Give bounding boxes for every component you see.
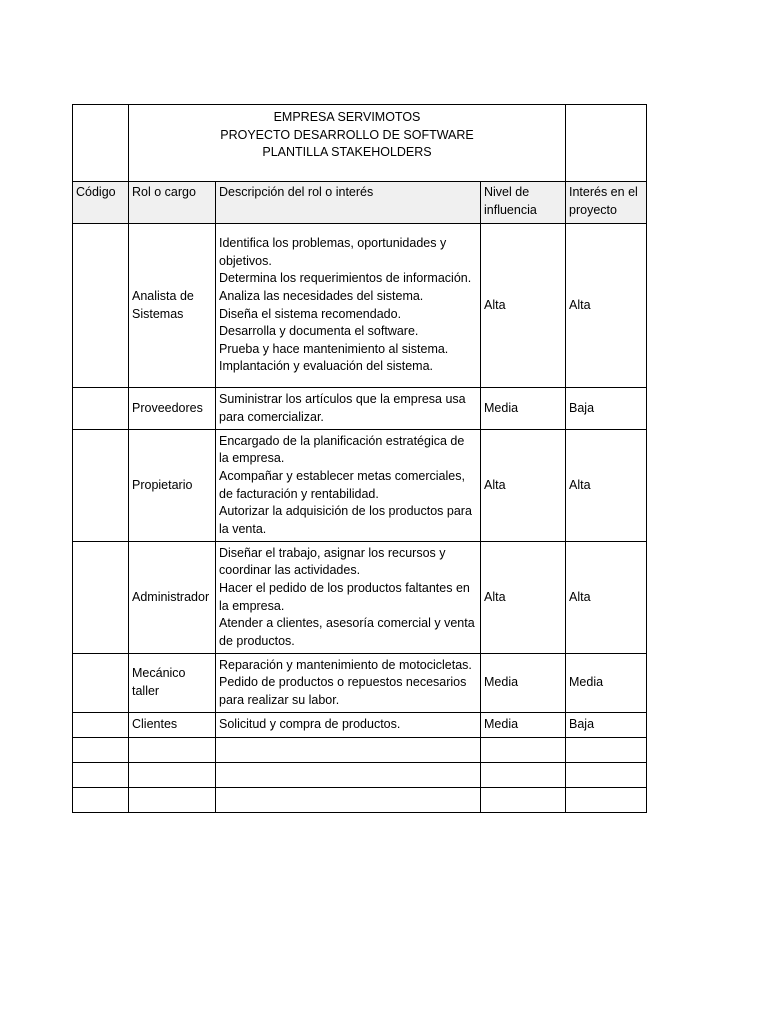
cell-descripcion <box>216 388 481 430</box>
description-line: Hacer el pedido de los productos faltantes en la empresa. <box>219 580 470 613</box>
description-line: Reparación y mantenimiento de motocicletas. <box>219 657 472 672</box>
cell-descripcion <box>216 713 481 738</box>
title-blank-left <box>73 105 129 182</box>
cell-rol: Clientes <box>129 713 216 738</box>
cell-influencia <box>481 763 566 788</box>
cell-rol: Administrador <box>129 542 216 654</box>
cell-descripcion <box>216 224 481 388</box>
cell-interes: Alta <box>566 430 647 542</box>
cell-interes: Baja <box>566 388 647 430</box>
cell-descripcion <box>216 542 481 654</box>
header-codigo: Código <box>73 182 129 224</box>
cell-interes <box>566 763 647 788</box>
table-row <box>73 542 647 654</box>
cell-influencia: Alta <box>481 430 566 542</box>
cell-influencia: Media <box>481 654 566 713</box>
header-descripcion: Descripción del rol o interés <box>216 182 481 224</box>
cell-descripcion <box>216 763 481 788</box>
cell-descripcion <box>216 430 481 542</box>
table-row <box>73 224 647 388</box>
table-row <box>73 763 647 788</box>
table-row <box>73 654 647 713</box>
description-line: Implantación y evaluación del sistema. <box>219 359 434 374</box>
description-line: Acompañar y establecer metas comerciales, de facturación y rentabilidad. <box>219 468 465 501</box>
cell-influencia: Media <box>481 388 566 430</box>
cell-codigo <box>73 713 129 738</box>
cell-influencia: Media <box>481 713 566 738</box>
title-project: PROYECTO DESARROLLO DE SOFTWARE <box>220 127 474 142</box>
cell-codigo <box>73 542 129 654</box>
description-line: Autorizar la adquisición de los productos para la venta. <box>219 504 472 536</box>
description-line: Diseñar el trabajo, asignar los recursos y coordinar las actividades. <box>219 545 446 578</box>
cell-codigo <box>73 224 129 388</box>
title-row <box>73 105 647 182</box>
header-influencia: Nivel de influencia <box>481 182 566 224</box>
cell-interes: Media <box>566 654 647 713</box>
description-line: Atender a clientes, asesoría comercial y venta de productos. <box>219 616 475 648</box>
header-row <box>73 182 647 224</box>
cell-codigo <box>73 430 129 542</box>
cell-rol <box>129 738 216 763</box>
cell-influencia <box>481 738 566 763</box>
description-line: Pedido de productos o repuestos necesarios para realizar su labor. <box>219 675 467 707</box>
cell-interes: Baja <box>566 713 647 738</box>
title-blank-right <box>566 105 647 182</box>
header-rol: Rol o cargo <box>129 182 216 224</box>
table-row <box>73 738 647 763</box>
description-line: Solicitud y compra de productos. <box>219 717 401 732</box>
title-template: PLANTILLA STAKEHOLDERS <box>262 145 432 160</box>
cell-rol: Proveedores <box>129 388 216 430</box>
description-line: Suministrar los artículos que la empresa usa para comercializar. <box>219 391 466 424</box>
cell-interes <box>566 788 647 813</box>
cell-descripcion <box>216 738 481 763</box>
description-line: Encargado de la planificación estratégica de la empresa. <box>219 433 465 466</box>
description-line: Prueba y hace mantenimiento al sistema. <box>219 341 449 356</box>
cell-rol: Propietario <box>129 430 216 542</box>
table-row <box>73 788 647 813</box>
table-row <box>73 388 647 430</box>
cell-influencia: Alta <box>481 224 566 388</box>
cell-codigo <box>73 654 129 713</box>
table-row <box>73 713 647 738</box>
cell-influencia <box>481 788 566 813</box>
cell-rol: Mecánico taller <box>129 654 216 713</box>
cell-codigo <box>73 788 129 813</box>
description-line: Identifica los problemas, oportunidades y objetivos. <box>219 236 447 268</box>
table-row <box>73 430 647 542</box>
cell-codigo <box>73 388 129 430</box>
description-line: Analiza las necesidades del sistema. <box>219 288 424 303</box>
description-line: Diseña el sistema recomendado. <box>219 306 402 321</box>
title-company: EMPRESA SERVIMOTOS <box>273 110 421 124</box>
cell-interes <box>566 738 647 763</box>
cell-influencia: Alta <box>481 542 566 654</box>
cell-descripcion <box>216 654 481 713</box>
cell-codigo <box>73 738 129 763</box>
cell-codigo <box>73 763 129 788</box>
description-line: Desarrolla y documenta el software. <box>219 324 419 339</box>
description-line: Determina los requerimientos de información. <box>219 271 472 286</box>
header-interes: Interés en el proyecto <box>566 182 647 224</box>
cell-descripcion <box>216 788 481 813</box>
stakeholders-table <box>72 104 647 813</box>
cell-interes: Alta <box>566 542 647 654</box>
table-title <box>129 105 566 182</box>
cell-interes: Alta <box>566 224 647 388</box>
cell-rol <box>129 763 216 788</box>
cell-rol <box>129 788 216 813</box>
cell-rol: Analista de Sistemas <box>129 224 216 388</box>
